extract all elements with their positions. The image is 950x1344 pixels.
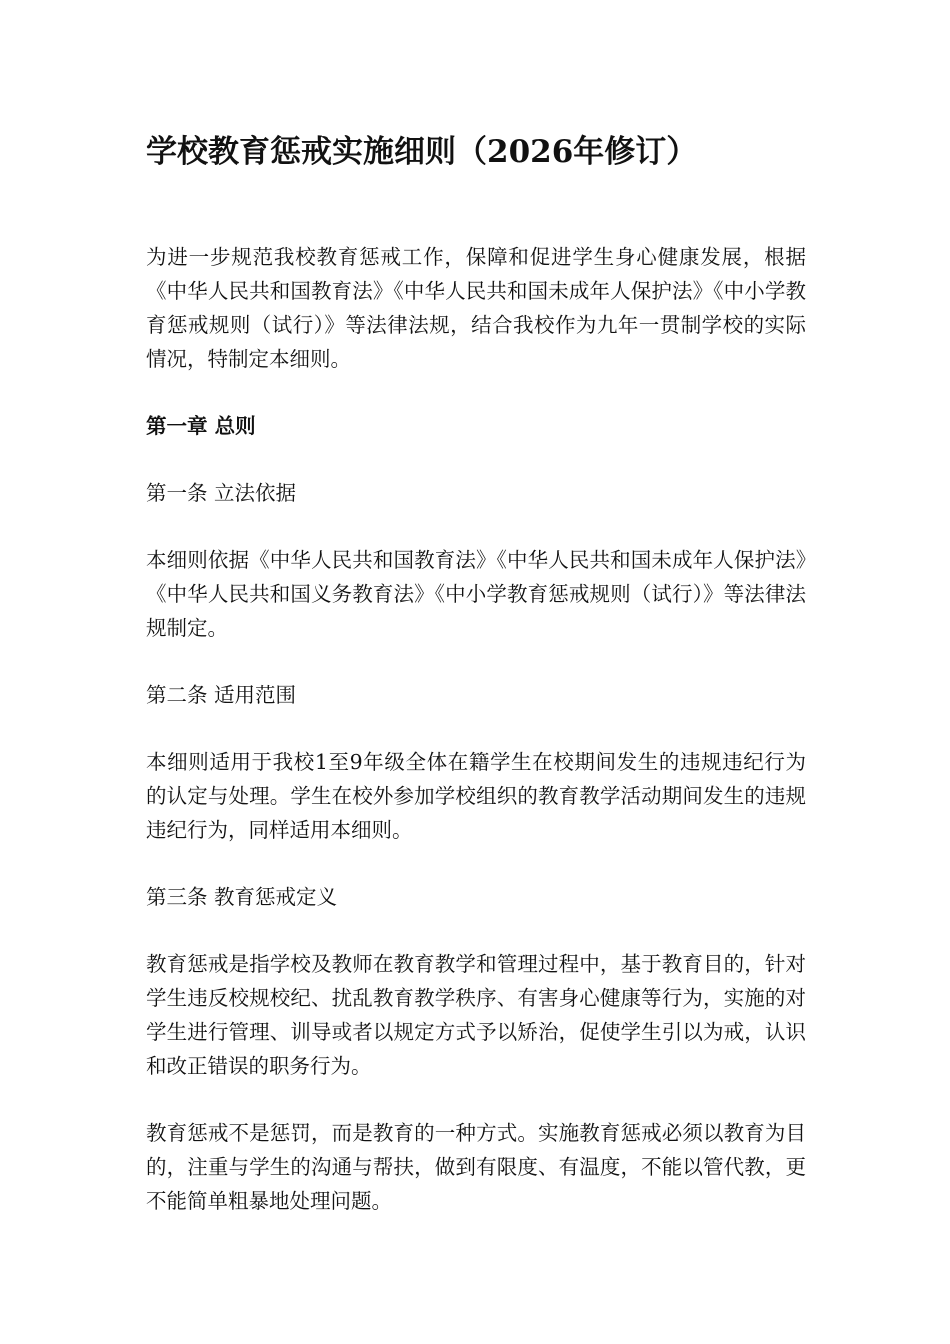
article-3-body-2: 教育惩戒不是惩罚，而是教育的一种方式。实施教育惩戒必须以教育为目的，注重与学生的沟通与帮扶，做到有限度、有温度，不能以管代教，更不能简单粗暴地处理问题。 [146, 1121, 806, 1213]
article-2-heading: 第二条 适用范围 [146, 683, 297, 707]
chapter-heading: 第一章 总则 [146, 414, 256, 438]
article-3-body-1: 教育惩戒是指学校及教师在教育教学和管理过程中，基于教育目的，针对学生违反校规校纪、扰乱教育教学秩序、有害身心健康等行为，实施的对学生进行管理、训导或者以规定方式予以矫治，促使学生引以为戒，认识和改正错误的职务行为。 [146, 952, 806, 1078]
intro-paragraph: 为进一步规范我校教育惩戒工作，保障和促进学生身心健康发展，根据《中华人民共和国教育法》《中华人民共和国未成年人保护法》《中小学教育惩戒规则（试行）》等法律法规，结合我校作为九年一贯制学校的实际情况，特制定本细则。 [146, 245, 806, 371]
article-1-heading: 第一条 立法依据 [146, 481, 297, 505]
document-title: 学校教育惩戒实施细则（2026年修订） [146, 134, 698, 170]
article-1-body: 本细则依据《中华人民共和国教育法》《中华人民共和国未成年人保护法》《中华人民共和国义务教育法》《中小学教育惩戒规则（试行）》等法律法规制定。 [146, 548, 806, 640]
article-3-heading: 第三条 教育惩戒定义 [146, 885, 338, 909]
document-page [146, 130, 806, 1251]
article-2-body: 本细则适用于我校1至9年级全体在籍学生在校期间发生的违规违纪行为的认定与处理。学生在校外参加学校组织的教育教学活动期间发生的违规违纪行为，同样适用本细则。 [146, 750, 806, 842]
